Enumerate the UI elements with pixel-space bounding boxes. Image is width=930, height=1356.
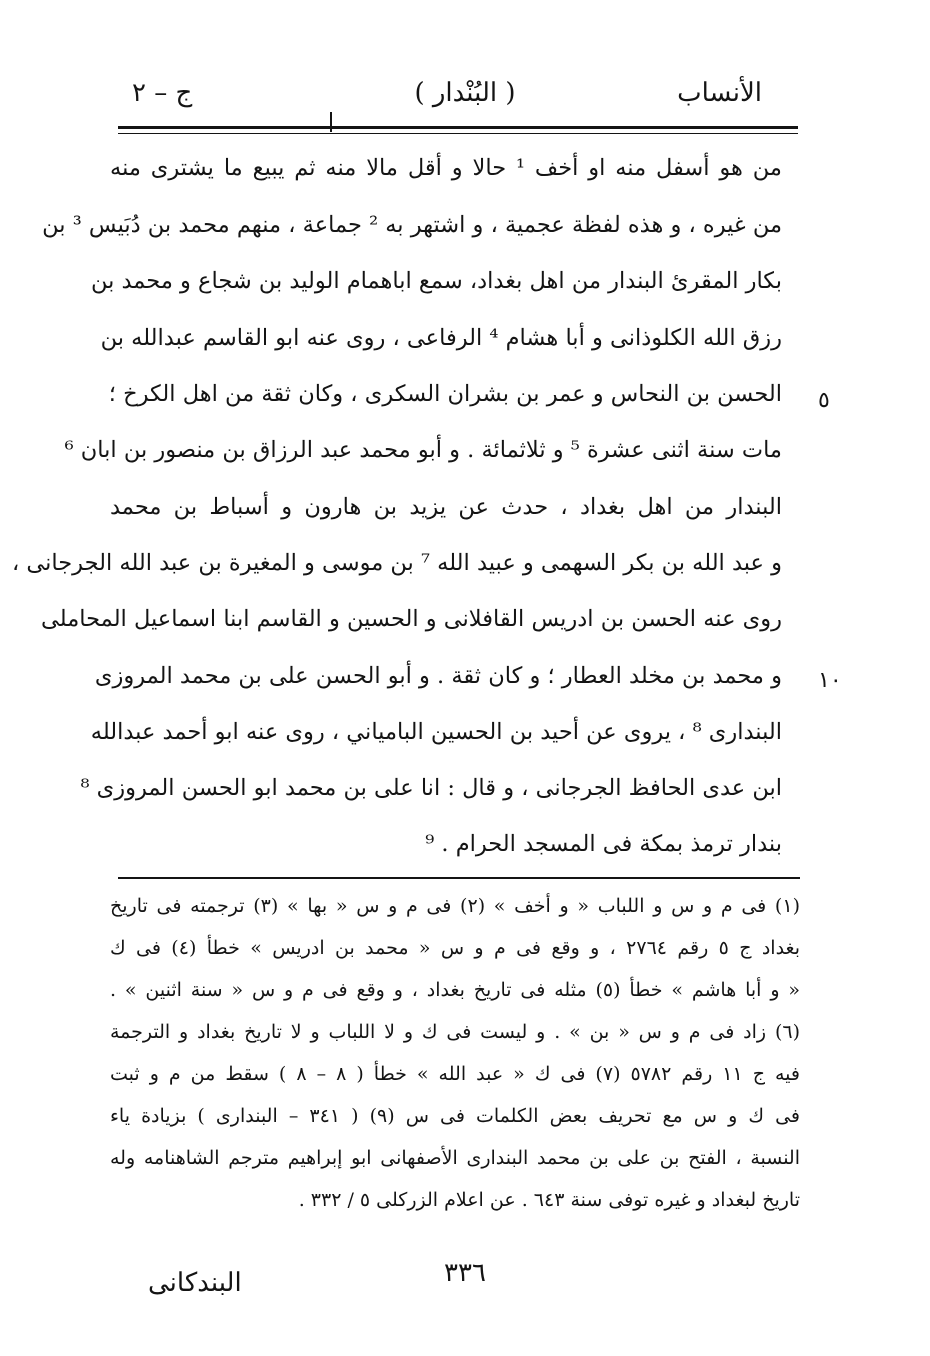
header-rule-thin xyxy=(118,133,798,134)
text-line: من غيره ، و هذه لفظة عجمية ، و اشتهر به ² جماعة ، منهم محمد بن دُبَيس ³ بن xyxy=(42,212,782,238)
text-line: مات سنة اثنى عشرة ⁵ و ثلاثمائة . و أبو محمد عبد الرزاق بن منصور بن ابان ⁶ xyxy=(64,437,782,463)
text-line: بندار ترمذ بمكة فى المسجد الحرام . ⁹ xyxy=(425,831,782,857)
footnote-line: النسبة ، الفتح بن على بن محمد البندارى الأصفهانى ابو إبراهيم مترجم الشاهنامه وله xyxy=(110,1147,800,1169)
header-rule-thick xyxy=(118,126,798,129)
footnote-line: تاريخ لبغداد و غيره توفى سنة ٦٤٣ . عن اعلام الزركلى ٥ / ٣٣٢ . xyxy=(298,1189,800,1211)
text-line: رزق الله الكلوذانى و أبا هشام ⁴ الرفاعى ، روى عنه ابو القاسم عبدالله بن xyxy=(100,325,782,351)
footnote-rule xyxy=(118,877,800,879)
footnote-line: بغداد ج ٥ رقم ٢٧٦٤ ، و وقع فى م و س « محمد بن ادريس » خطأ (٤) فى ك xyxy=(110,937,801,959)
running-head-center: ( البُنْدار ) xyxy=(414,78,516,108)
text-line: و محمد بن مخلد العطار ؛ و كان ثقة . و أبو الحسن على بن محمد المروزى xyxy=(94,663,782,689)
page-number: ٣٣٦ xyxy=(444,1258,486,1288)
text-line: ابن عدى الحافظ الجرجانى ، و قال : انا على بن محمد ابو الحسن المروزى ⁸ xyxy=(80,775,782,801)
text-line: بكار المقرئ البندار من اهل بغداد، سمع اباهمام الوليد بن شجاع و محمد بن xyxy=(90,268,782,294)
text-line: البندار من اهل بغداد ، حدث عن يزيد بن هارون و أسباط بن محمد xyxy=(110,494,782,520)
text-line: البندارى ⁸ ، يروى عن أحيد بن الحسين البامياني ، روى عنه ابو أحمد عبدالله xyxy=(90,719,782,745)
footnote-line: « و أبا هاشم » خطأ (٥) مثله فى تاريخ بغداد ، و وقع فى م و س « سنة اثنين » . xyxy=(110,979,800,1001)
text-line: روى عنه الحسن بن ادريس القافلانى و الحسين و القاسم ابنا اسماعيل المحاملى xyxy=(41,606,782,632)
header-tick-mark xyxy=(330,112,332,132)
footnote-line: (٦) زاد فى م و س « بن » . و ليست فى ك و لا اللباب و لا تاريخ بغداد و الترجمة xyxy=(110,1021,800,1043)
footnote-line: فى ك و س مع تحريف بعض الكلمات فى س (٩) ( ٣٤١ – البندارى ) بزيادة ياء xyxy=(110,1105,800,1127)
running-head-right: الأنساب xyxy=(677,78,762,108)
footnote-line: فيه ج ١١ رقم ٥٧٨٢ (٧) فى ك « عبد الله » خطأ ( ٨ – ٨ ) سقط من م و ثبت xyxy=(110,1063,800,1085)
text-line: الحسن بن النحاس و عمر بن بشران السكرى ، وكان ثقة من اهل الكرخ ؛ xyxy=(108,381,782,407)
line-number-10: ١٠ xyxy=(818,668,842,693)
text-line: و عبد الله بن بكر السهمى و عبيد الله ⁷ بن موسى و المغيرة بن عبد الله الجرجانى ، xyxy=(11,550,782,576)
footnote-line: (١) فى م و س و اللباب « و أخف » (٢) فى م و س « بها » (٣) ترجمته فى تاريخ xyxy=(110,895,800,917)
running-head-left: ج – ٢ xyxy=(132,78,193,108)
line-number-5: ٥ xyxy=(818,388,830,413)
catchword: البندكانى xyxy=(148,1268,242,1298)
text-line: من هو أسفل منه او أخف ¹ حالا و أقل مالا منه ثم يبيع ما يشترى منه xyxy=(110,155,782,181)
